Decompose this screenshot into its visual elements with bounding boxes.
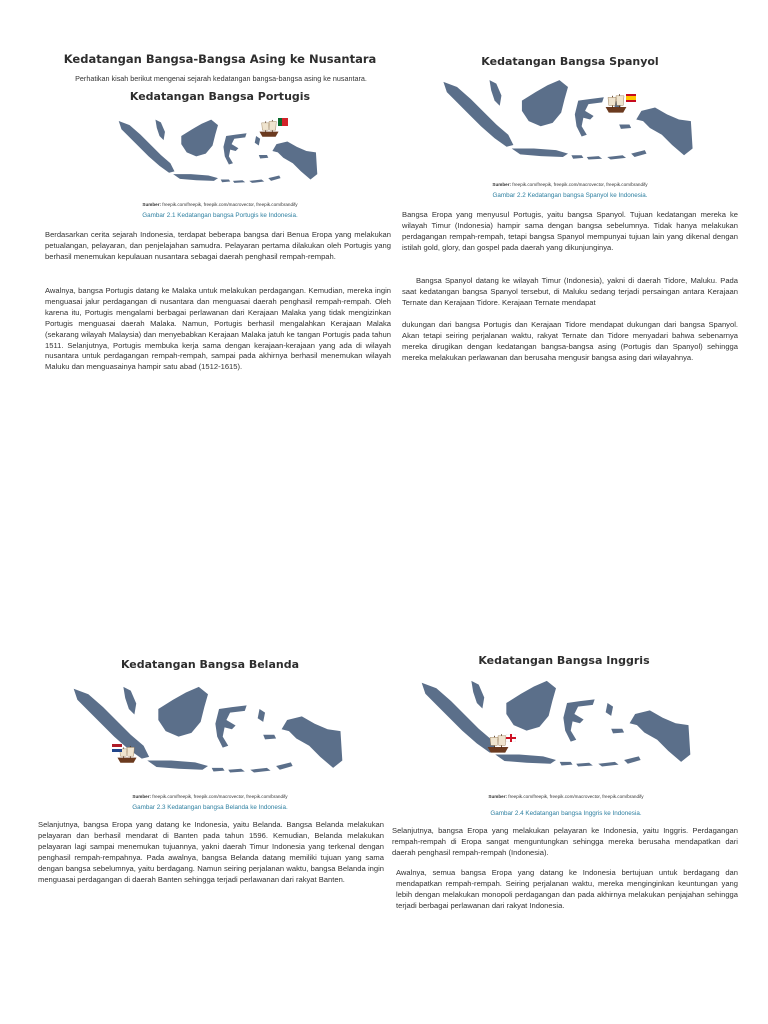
sailing-ship-icon [258,118,280,138]
indonesia-map-icon [418,672,694,780]
paragraph: Berdasarkan cerita sejarah Indonesia, terdapat beberapa bangsa dari Benua Eropa yang melakukan petualangan, pelayaran, dan penjelajahan samudra. Pelayaran pertama dilakukan oleh Portugis yang berhasil menemukan kepulauan nusantara sebagai daerah penghasil rempah-rempah. [45,230,391,261]
figure-caption: Gambar 2.3 Kedatangan bangsa Belanda ke Indonesia. [132,804,288,811]
figure-caption: Gambar 2.2 Kedatangan bangsa Spanyol ke Indonesia. [492,192,648,199]
paragraph: Awalnya, semua bangsa Eropa yang datang ke Indonesia bertujuan untuk berdagang dan mendapatkan rempah-rempah. Seiring perjalanan waktu, mereka menginginkan keuntungan yang lebih dengan melakukan monopoli perdagangan dan pada akhirnya melakukan penjajahan sehingga terjadi berbagai perlawanan dari rakyat Indonesia. [396,868,738,910]
paragraph: dukungan dari bangsa Portugis dan Kerajaan Tidore mendapat dukungan dari bangsa Spanyol. Akan tetapi seiring perjalanan waktu, rakyat Ternate dan Tidore menyadari bahwa sebenarnya mereka dirugikan dengan kedatangan bangsa-bangsa asing (Portugis dan Spanyol) sehingga mereka melakukan perlawanan dan berusaha mengusir bangsa asing dari wilayahnya. [402,320,738,362]
image-source: Sumber: freepik.com/freepik, freepik.com/macrovector, freepik.com/brandify [142,202,298,207]
paragraph: Bangsa Spanyol datang ke wilayah Timur (Indonesia), yakni di daerah Tidore, Maluku. Pada saat kedatangan bangsa Spanyol tersebut, di Maluku sedang terjadi persaingan antara Kerajaan Ternate dan Kerajaan Tidore. Kerajaan Ternate mendapat [402,276,738,307]
intro-text: Perhatikan kisah berikut mengenai sejarah kedatangan bangsa-bangsa asing ke nusantara. [75,74,367,83]
section-title-inggris: Kedatangan Bangsa Inggris [478,654,650,667]
section-title-spanyol: Kedatangan Bangsa Spanyol [481,55,659,68]
figure-caption: Gambar 2.1 Kedatangan bangsa Portugis ke Indonesia. [142,212,298,219]
sailing-ship-icon [604,92,628,114]
figure-caption: Gambar 2.4 Kedatangan bangsa Inggris ke Indonesia. [490,810,642,817]
paragraph: Selanjutnya, bangsa Eropa yang melakukan pelayaran ke Indonesia, yaitu Inggris. Perdagangan rempah-rempah di Eropa sangat menguntungkan sehingga mereka berusaha mendapatkan dari daerah penghasil rempah-rempah (Indonesia). [392,826,738,857]
section-title-belanda: Kedatangan Bangsa Belanda [120,658,300,671]
england-flag-icon [506,734,516,742]
spain-flag-icon [626,94,636,102]
indonesia-map-icon [440,70,696,174]
indonesia-map-icon [116,112,320,194]
paragraph: Awalnya, bangsa Portugis datang ke Malaka untuk melakukan perdagangan. Kemudian, mereka ingin menguasai jalur perdagangan di nusantara dan menguasai daerah penghasil rempah-rempah. Oleh karena itu, Portugis mengalami berbagai perlawanan dari Kerajaan Malaka yang tidak mengizinkan Portugis menguasai daerah Malaka. Namun, Portugis berhasil mengalahkan Kerajaan Malaka (sekarang wilayah Malaysia) dan menyebabkan Kerajaan Malaka jatuh ke tangan Portugis pada tahun 1511. Selanjutnya, Portugis membuka kerja sama dengan kerajaan-kerajaan yang ada di wilayah nusantara untuk perdagangan rempah-rempah, sampai pada akhirnya berhasil menemukan wilayah Maluku dan menguasainya hampir satu abad (1512-1615). [45,286,391,372]
paragraph: Bangsa Eropa yang menyusul Portugis, yaitu bangsa Spanyol. Tujuan kedatangan mereka ke wilayah Timur (Indonesia) hampir sama dengan bangsa sebelumnya. Tidak hanya melakukan perdagangan rempah-rempah, tetapi bangsa Spanyol mempunyai tujuan lain yang dikenal dengan istilah gold, glory, dan gospel pada daerah yang dikunjunginya. [402,210,738,252]
netherlands-flag-icon [112,744,122,752]
paragraph: Selanjutnya, bangsa Eropa yang datang ke Indonesia, yaitu Belanda. Bangsa Belanda melakukan pelayaran dan berhasil mendarat di Banten pada tahun 1596. Kemudian, Belanda melakukan pelayaran lagi sampai menemukan tujuannya, yakni daerah Timur Indonesia yang terkenal dengan penghasil rempah-rempahnya. Pada awalnya, bangsa Belanda datang memiliki tujuan yang sama dengan bangsa sebelumnya, yaitu berdagang. Namun seiring perjalanan waktu, bangsa Belanda ingin menguasai perdagangan di daerah Banten sehingga terjadi perlawanan dari rakyat Banten. [38,820,384,884]
image-source: Sumber: freepik.com/freepik, freepik.com/macrovector, freepik.com/brandify [488,794,644,799]
portugal-flag-icon [278,118,288,126]
image-source: Sumber: freepik.com/freepik, freepik.com/macrovector, freepik.com/brandify [492,182,648,187]
image-source: Sumber: freepik.com/freepik, freepik.com/macrovector, freepik.com/brandify [132,794,288,799]
indonesia-map-icon [70,680,346,784]
main-title: Kedatangan Bangsa-Bangsa Asing ke Nusantara [63,52,377,66]
section-title-portugis: Kedatangan Bangsa Portugis [129,90,311,103]
